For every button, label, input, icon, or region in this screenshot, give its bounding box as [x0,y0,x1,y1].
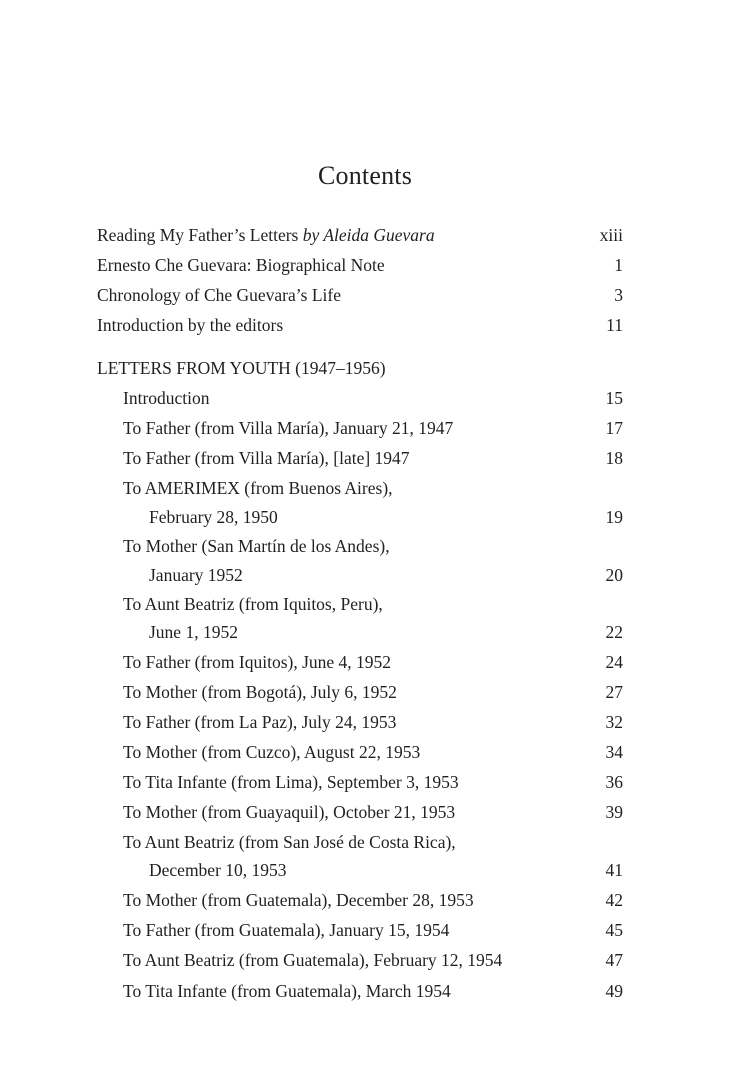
toc-entry-title: To Aunt Beatriz (from Guatemala), February 12, 1954 [123,950,503,970]
toc-entry[interactable] [97,707,623,737]
toc-page-number: 42 [605,890,623,910]
toc-entry[interactable] [97,647,623,677]
toc-entry-title: To Aunt Beatriz (from Iquitos, Peru), [123,594,383,614]
toc-page-number: 19 [605,507,623,527]
toc-entry[interactable] [97,443,623,473]
toc-page-number: 47 [605,950,623,970]
toc-entry[interactable] [97,473,623,503]
toc-entry[interactable] [97,531,623,561]
toc-entry[interactable] [97,767,623,797]
toc-entry-title: To Father (from Villa María), January 21, 1947 [123,418,454,438]
toc-page-number: 41 [605,860,623,880]
section-heading-text: LETTERS FROM YOUTH (1947–1956) [97,358,386,378]
entry-title-text: Reading My Father’s Letters [97,225,303,245]
toc-page-number: 15 [605,388,623,408]
section-heading [97,353,623,383]
toc-entry-title: To Mother (from Guayaquil), October 21, 1953 [123,802,456,822]
toc-entry-title: To Mother (from Cuzco), August 22, 1953 [123,742,421,762]
toc-entry-title-continued: February 28, 1950 [149,507,278,527]
toc-entry-title: To Father (from Villa María), [late] 1947 [123,448,410,468]
toc-entry[interactable] [97,737,623,767]
toc-page-number: 27 [605,682,623,702]
toc-page-number: 11 [606,315,623,335]
toc-page-number: 20 [605,565,623,585]
page-title: Contents [317,161,413,190]
toc-page-number: 1 [614,255,623,275]
toc-entry[interactable] [97,827,623,857]
toc-entry[interactable] [97,589,623,619]
toc-entry-continuation[interactable] [97,617,623,647]
toc-entry-biographical-note[interactable] [97,250,623,280]
toc-page-number: 45 [605,920,623,940]
toc-entry-title-continued: December 10, 1953 [149,860,287,880]
toc-entry-title: To Father (from Guatemala), January 15, 1954 [123,920,450,940]
toc-entry-continuation[interactable] [97,560,623,590]
toc-entry[interactable] [97,976,623,1006]
toc-entry-title: To Father (from La Paz), July 24, 1953 [123,712,397,732]
toc-page-number: xiii [599,225,623,245]
toc-entry-title: To Mother (San Martín de los Andes), [123,536,390,556]
toc-entry-chronology[interactable] [97,280,623,310]
entry-byline: by Aleida Guevara [302,225,435,245]
toc-page-number: 34 [605,742,623,762]
toc-page-number: 17 [605,418,623,438]
toc-entry[interactable] [97,915,623,945]
toc-entry[interactable] [97,945,623,975]
toc-entry-title: Ernesto Che Guevara: Biographical Note [97,255,385,275]
toc-entry[interactable] [97,413,623,443]
toc-entry-title [97,220,435,250]
toc-entry-title: To Mother (from Guatemala), December 28, 1953 [123,890,474,910]
toc-entry-title: Chronology of Che Guevara’s Life [97,285,341,305]
toc-entry-continuation[interactable] [97,855,623,885]
toc-page-number: 18 [605,448,623,468]
toc-entry-title: To Mother (from Bogotá), July 6, 1952 [123,682,397,702]
toc-page-number: 22 [605,622,623,642]
toc-entry-introduction-editors[interactable] [97,310,623,340]
toc-entry[interactable] [97,797,623,827]
toc-page-number: 24 [605,652,623,672]
toc-entry-reading-my-fathers-letters[interactable] [97,220,623,250]
toc-page-number: 49 [605,981,623,1001]
toc-entry[interactable] [97,383,623,413]
toc-entry-title: To AMERIMEX (from Buenos Aires), [123,478,393,498]
toc-page-number: 36 [605,772,623,792]
toc-entry-title: Introduction [123,388,210,408]
toc-entry-title: To Aunt Beatriz (from San José de Costa Rica), [123,832,456,852]
toc-entry-title-continued: January 1952 [149,565,243,585]
toc-entry[interactable] [97,677,623,707]
toc-entry-title: To Tita Infante (from Lima), September 3, 1953 [123,772,459,792]
toc-entry-title: Introduction by the editors [97,315,284,335]
toc-entry[interactable] [97,885,623,915]
toc-entry-title: To Tita Infante (from Guatemala), March 1954 [123,981,451,1001]
toc-entry-title-continued: June 1, 1952 [149,622,238,642]
toc-entry-continuation[interactable] [97,502,623,532]
toc-page-number: 39 [605,802,623,822]
toc-page-number: 32 [605,712,623,732]
toc-entry-title: To Father (from Iquitos), June 4, 1952 [123,652,392,672]
toc-page-number: 3 [614,285,623,305]
